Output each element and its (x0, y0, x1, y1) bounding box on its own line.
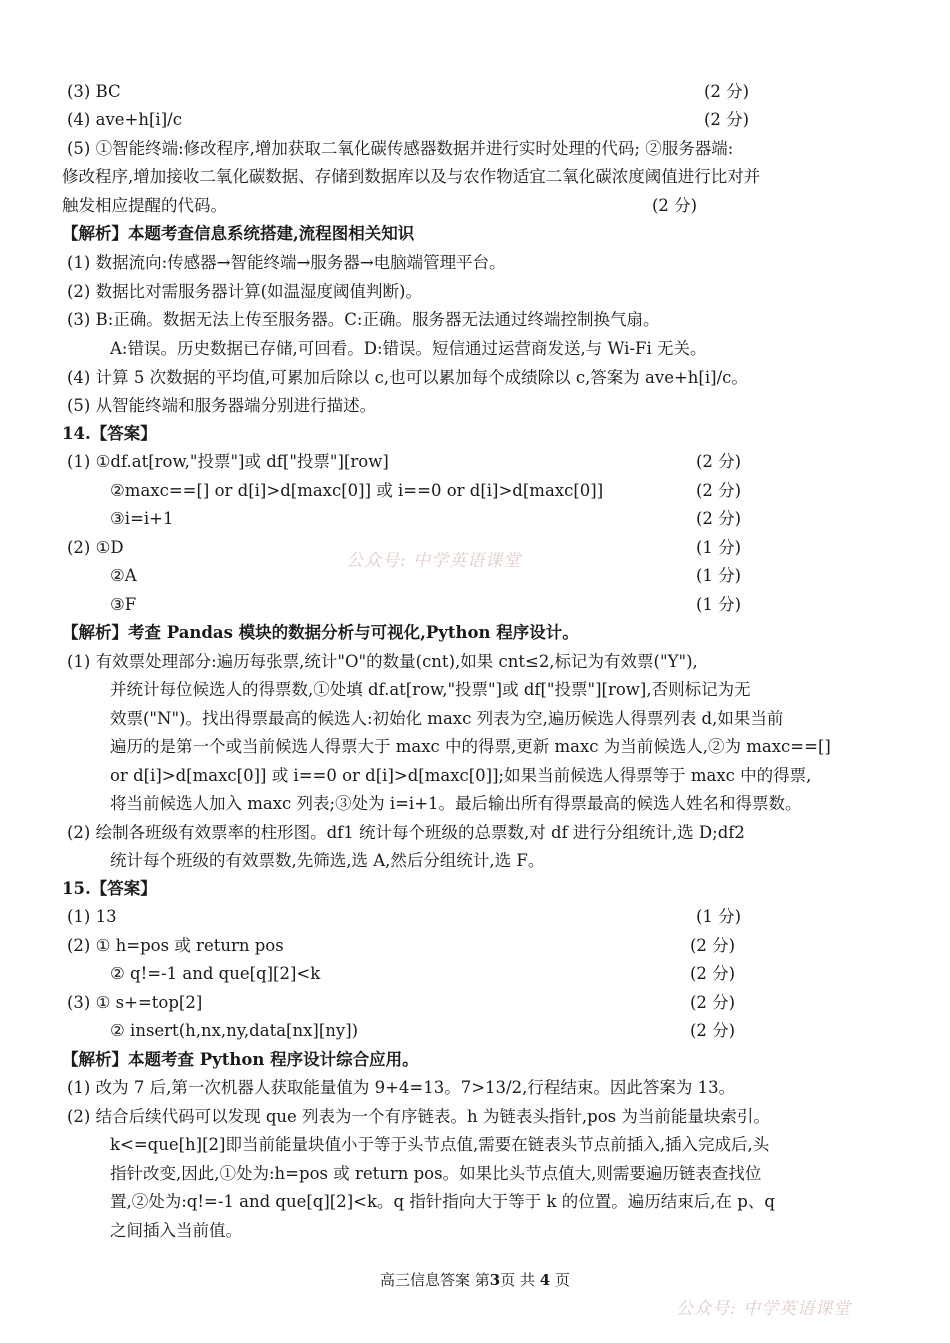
score: (2 分) (704, 82, 750, 101)
q15-analysis-title: 【解析】本题考查 Python 程序设计综合应用。 (62, 1050, 419, 1069)
q14-analysis-1-6: 将当前候选人加入 maxc 列表;③处为 i=i+1。最后输出所有得票最高的候选人姓名和得票数。 (110, 794, 802, 813)
score: (1 分) (696, 907, 742, 926)
footer-prefix: 高三信息答案 第 (380, 1271, 490, 1289)
q13-analysis-3b: A:错误。历史数据已存储,可回看。D:错误。短信通过运营商发送,与 Wi-Fi 无关。 (110, 339, 707, 358)
footer-mid: 页 共 (500, 1271, 540, 1289)
score: (2 分) (690, 936, 736, 955)
q14-analysis-2-1: (2) 绘制各班级有效票率的柱形图。df1 统计每个班级的总票数,对 df 进行分组统计,选 D;df2 (67, 823, 745, 842)
score: (2 分) (652, 196, 698, 215)
q15-answer-2-2: ② q!=-1 and que[q][2]<k (110, 964, 321, 983)
q14-title: 14.【答案】 (62, 424, 157, 443)
watermark: 公众号: 中学英语课堂 (346, 551, 522, 571)
q13-analysis-1: (1) 数据流向:传感器→智能终端→服务器→电脑端管理平台。 (67, 253, 506, 272)
q15-analysis-2-5: 之间插入当前值。 (110, 1221, 242, 1240)
score: (2 分) (696, 481, 742, 500)
q15-analysis-2-3: 指针改变,因此,①处为:h=pos 或 return pos。如果比头节点值大,则需要遍历链表查找位 (110, 1164, 762, 1183)
score: (2 分) (690, 1021, 736, 1040)
q14-analysis-1-1: (1) 有效票处理部分:遍历每张票,统计"O"的数量(cnt),如果 cnt≤2,标记为有效票("Y"), (67, 652, 698, 671)
q13-analysis-2: (2) 数据比对需服务器计算(如温湿度阈值判断)。 (67, 282, 422, 301)
q13-answer-4: (4) ave+h[i]/c (67, 110, 182, 129)
score: (1 分) (696, 538, 742, 557)
q15-answer-3-1: (3) ① s+=top[2] (67, 993, 203, 1012)
q13-answer-3: (3) BC (67, 82, 121, 101)
q14-analysis-title: 【解析】考查 Pandas 模块的数据分析与可视化,Python 程序设计。 (62, 623, 579, 642)
q13-analysis-4: (4) 计算 5 次数据的平均值,可累加后除以 c,也可以累加每个成绩除以 c,答案为 ave+h[i]/c。 (67, 368, 748, 387)
footer-total-pages: 4 (539, 1271, 551, 1289)
q14-analysis-1-2: 并统计每位候选人的得票数,①处填 df.at[row,"投票"]或 df["投票"][row],否则标记为无 (110, 680, 751, 699)
q13-analysis-3: (3) B:正确。数据无法上传至服务器。C:正确。服务器无法通过终端控制换气扇。 (67, 310, 660, 329)
q13-answer-5-line1: (5) ①智能终端:修改程序,增加获取二氧化碳传感器数据并进行实时处理的代码; ②服务器端: (67, 139, 734, 158)
score: (2 分) (696, 452, 742, 471)
q15-answer-1: (1) 13 (67, 907, 117, 926)
q15-answer-2-1: (2) ① h=pos 或 return pos (67, 936, 284, 955)
score: (2 分) (690, 993, 736, 1012)
q14-analysis-2-2: 统计每个班级的有效票数,先筛选,选 A,然后分组统计,选 F。 (110, 851, 545, 870)
footer-suffix: 页 (550, 1271, 570, 1289)
footer-page-number: 3 (489, 1271, 501, 1289)
q14-answer-2-1: (2) ①D (67, 538, 124, 557)
q14-answer-1-3: ③i=i+1 (110, 509, 174, 528)
q14-analysis-1-4: 遍历的是第一个或当前候选人得票大于 maxc 中的得票,更新 maxc 为当前候选人,②为 maxc==[] (110, 737, 831, 756)
score: (2 分) (704, 110, 750, 129)
q15-answer-3-2: ② insert(h,nx,ny,data[nx][ny]) (110, 1021, 359, 1040)
q15-analysis-1: (1) 改为 7 后,第一次机器人获取能量值为 9+4=13。7>13/2,行程结束。因此答案为 13。 (67, 1078, 736, 1097)
q14-answer-2-2: ②A (110, 566, 137, 585)
q13-analysis-title: 【解析】本题考查信息系统搭建,流程图相关知识 (62, 224, 415, 243)
q13-analysis-5: (5) 从智能终端和服务器端分别进行描述。 (67, 396, 377, 415)
q13-answer-5-line2: 修改程序,增加接收二氧化碳数据、存储到数据库以及与农作物适宜二氧化碳浓度阈值进行比对并 (62, 167, 761, 186)
q14-answer-1-1: (1) ①df.at[row,"投票"]或 df["投票"][row] (67, 452, 389, 471)
q14-analysis-1-5: or d[i]>d[maxc[0]] 或 i==0 or d[i]>d[maxc[0]];如果当前候选人得票等于 maxc 中的得票, (110, 766, 812, 785)
q15-analysis-2-1: (2) 结合后续代码可以发现 que 列表为一个有序链表。h 为链表头指针,pos 为当前能量块索引。 (67, 1107, 770, 1126)
score: (2 分) (690, 964, 736, 983)
score: (1 分) (696, 595, 742, 614)
q15-analysis-2-2: k<=que[h][2]即当前能量块值小于等于头节点值,需要在链表头节点前插入,插入完成后,头 (110, 1135, 770, 1154)
q15-title: 15.【答案】 (62, 879, 157, 898)
score: (2 分) (696, 509, 742, 528)
score: (1 分) (696, 566, 742, 585)
q14-analysis-1-3: 效票("N")。找出得票最高的候选人:初始化 maxc 列表为空,遍历候选人得票列表 d,如果当前 (110, 709, 784, 728)
page-footer (0, 1268, 950, 1292)
q14-answer-1-2: ②maxc==[] or d[i]>d[maxc[0]] 或 i==0 or d[i]>d[maxc[0]] (110, 481, 604, 500)
q14-answer-2-3: ③F (110, 595, 137, 614)
q13-answer-5-line3: 触发相应提醒的代码。 (62, 196, 227, 215)
q15-analysis-2-4: 置,②处为:q!=-1 and que[q][2]<k。q 指针指向大于等于 k 的位置。遍历结束后,在 p、q (110, 1192, 775, 1211)
watermark: 公众号: 中学英语课堂 (676, 1299, 852, 1319)
